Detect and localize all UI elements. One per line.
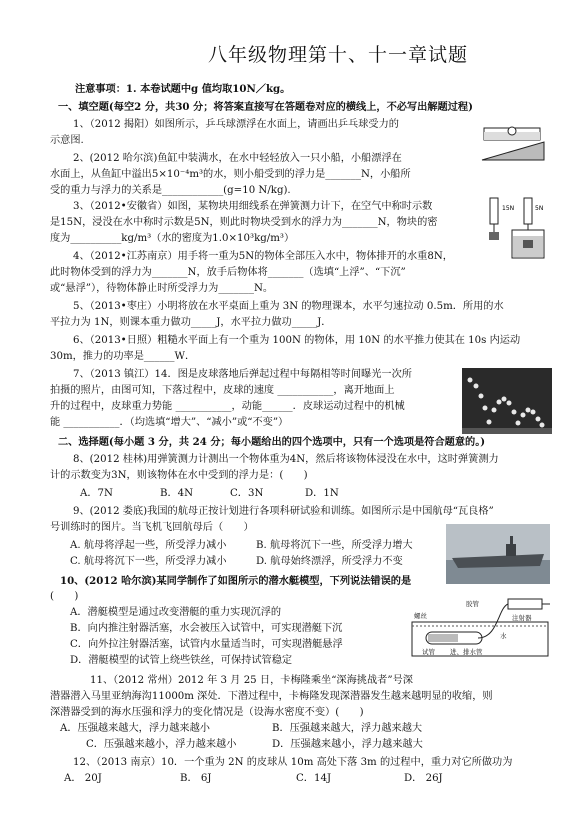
section1-header: 一、填空题(每空2 分，共30 分；将答案直接写在答题卷对应的横线上，不必写出解题过程) bbox=[58, 101, 473, 113]
q12-option-c: C．14J bbox=[296, 773, 332, 784]
aircraft-carrier-photo bbox=[446, 524, 550, 584]
spring-scale-figure bbox=[480, 196, 548, 262]
q8-option-c: C．3N bbox=[230, 488, 264, 499]
q5-line2: 平拉力为 1N，则课本重力做功_____J，水平拉力做功_____J． bbox=[50, 317, 332, 328]
q10-line1: 10、(2012 哈尔滨)某同学制作了如图所示的潜水艇模型，下列说法错误的是 bbox=[60, 575, 412, 587]
q11-option-d: D．压强越来越小，浮力越来越大 bbox=[272, 739, 423, 750]
q8-option-a: A．7N bbox=[80, 488, 113, 499]
q2-line2: 水面上，从鱼缸中溢出5×10⁻⁴m³的水，则小船受到的浮力是_______N，小船所 bbox=[50, 169, 411, 180]
q8-line1: 8、(2012 桂林)用弹簧测力计测出一个物体重为4N，然后将该物体浸没在水中，这时弹簧测力 bbox=[73, 454, 499, 465]
q5-line1: 5、（2013•枣庄）小明将放在水平桌面上重为 3N 的物理课本，水平匀速拉动 0.5m．所用的水 bbox=[73, 301, 504, 312]
q10-fig-label-pipe: 进、排水管 bbox=[450, 648, 483, 656]
submarine-model-figure bbox=[408, 594, 552, 664]
q1-line2: 示意图. bbox=[50, 135, 84, 146]
q3-line2: 是15N，浸没在水中称时示数是5N，则此时物块受到水的浮力为_______N，物块的密 bbox=[50, 217, 438, 228]
q6-line2: 30m，推力的功率是______W． bbox=[50, 351, 196, 362]
q3-line3: 度为__________kg/m³（水的密度为1.0×10³kg/m³） bbox=[50, 233, 295, 244]
q7-line1: 7、（2013 镇江）14．图是皮球落地后弹起过程中每隔相等时间曝光一次所 bbox=[73, 369, 412, 380]
q10-fig-label-tube: 试管 bbox=[422, 648, 435, 656]
q11-line2: 潜器潜入马里亚纳海沟11000m 深处．下潜过程中，卡梅隆发现深潜器发生越来越明显的收缩，则 bbox=[50, 691, 493, 702]
q6-line1: 6、（2013•日照）粗糙水平面上有一个重为 100N 的物体，用 10N 的水平推力使其在 10s 内运动 bbox=[73, 335, 521, 346]
q11-line3: 深潜器受到的海水压强和浮力的变化情况是（设海水密度不变）( ) bbox=[50, 707, 364, 718]
q9-option-c: C. 航母将沉下一些，所受浮力减小 bbox=[70, 556, 227, 567]
q10-option-d: D．潜艇模型的试管上绕些铁丝，可保持试管稳定 bbox=[70, 655, 293, 666]
q9-line2: 号训练时的图片。当飞机飞回航母后（ ） bbox=[50, 522, 254, 533]
q10-fig-label-hose: 胶管 bbox=[466, 600, 479, 608]
q9-option-b: B. 航母将沉下一些，所受浮力增大 bbox=[256, 540, 413, 551]
q8-option-b: B．4N bbox=[160, 488, 194, 499]
q4-line3: 或“悬浮”），待物体静止时所受浮力为_______N。 bbox=[50, 283, 274, 294]
q12-line1: 12、（2013 南京）10．一个重为 2N 的皮球从 10m 高处下落 3m 的过程中，重力对它所做功为 bbox=[73, 757, 513, 768]
q7-line3: 升的过程中，皮球重力势能 ___________，动能______．皮球运动过程中的机械 bbox=[50, 401, 405, 412]
q9-option-d: D. 航母始终漂浮，所受浮力不变 bbox=[256, 556, 403, 567]
q1-line1: 1、（2012 揭阳）如图所示，乒乓球漂浮在水面上，请画出乒乓球受力的 bbox=[73, 119, 399, 130]
q7-line4: 能 ___________．（均选填“增大”、“减小”或“不变”） bbox=[50, 417, 289, 428]
q11-option-b: B．压强越来越大，浮力越来越大 bbox=[272, 723, 423, 734]
q8-option-d: D．1N bbox=[305, 488, 339, 499]
q10-option-a: A．潜艇模型是通过改变潜艇的重力实现沉浮的 bbox=[70, 607, 282, 618]
q11-option-a: A．压强越来越大，浮力越来越小 bbox=[60, 723, 210, 734]
note: 注意事项：1. 本卷试题中g 值均取10N／kg。 bbox=[75, 83, 291, 95]
section2-header: 二、选择题(每小题 3 分，共 24 分；每小题给出的四个选项中，只有一个选项是符合题意的。) bbox=[58, 436, 486, 448]
q10-line2: ( ) bbox=[50, 591, 79, 602]
q3-fig-label-5n: 5N bbox=[535, 205, 544, 212]
q10-fig-label-water: 水 bbox=[500, 632, 507, 640]
q3-fig-label-15n: 15N bbox=[502, 205, 515, 212]
q12-option-d: D． 26J bbox=[404, 773, 443, 784]
q4-line1: 4、（2012•江苏南京）用手将一重为5N的物体全部压入水中，物体排开的水重8N， bbox=[73, 251, 453, 262]
page-title: 八年级物理第十、十一章试题 bbox=[208, 44, 469, 66]
q7-line2: 拍摄的照片，由图可知，下落过程中，皮球的速度 ___________，离开地面上 bbox=[50, 385, 395, 396]
q9-option-a: A. 航母将浮起一些，所受浮力减小 bbox=[70, 540, 227, 551]
q9-line1: 9、(2012 娄底)我国的航母正按计划进行各项科研试验和训练。如图所示是中国航母“瓦良格” bbox=[73, 506, 494, 517]
q12-option-b: B． 6J bbox=[180, 773, 212, 784]
q10-fig-label-syringe: 注射器 bbox=[512, 614, 532, 622]
q4-line2: 此时物体受到的浮力为_______N，放手后物体将_______（选填“上浮”、“下沉” bbox=[50, 267, 406, 278]
bouncing-ball-photo bbox=[462, 368, 552, 434]
q12-option-a: A． 20J bbox=[64, 773, 102, 784]
q2-line1: 2、(2012 哈尔滨)鱼缸中装满水，在水中轻轻放入一只小船，小船漂浮在 bbox=[73, 153, 402, 164]
q11-option-c: C．压强越来越小，浮力越来越小 bbox=[86, 739, 237, 750]
q11-line1: 11、（2012 常州）2012 年 3 月 25 日，卡梅隆乘坐“深海挑战者”号深 bbox=[90, 675, 413, 686]
q3-line1: 3、（2012•安徽省）如图，某物块用细线系在弹簧测力计下，在空气中称时示数 bbox=[73, 201, 433, 212]
q8-line2: 计的示数变为3N，则该物体在水中受到的浮力是：( ) bbox=[50, 470, 308, 481]
q10-option-b: B．向内推注射器活塞，水会被压入试管中，可实现潜艇下沉 bbox=[70, 623, 343, 634]
q2-line3: 受的重力与浮力的关系是____________(g=10 N/kg). bbox=[50, 185, 291, 196]
q10-option-c: C．向外拉注射器活塞，试管内水量适当时，可实现潜艇悬浮 bbox=[70, 639, 343, 650]
q10-fig-label-screw: 螺丝 bbox=[414, 612, 427, 620]
ping-pong-figure bbox=[478, 118, 548, 164]
